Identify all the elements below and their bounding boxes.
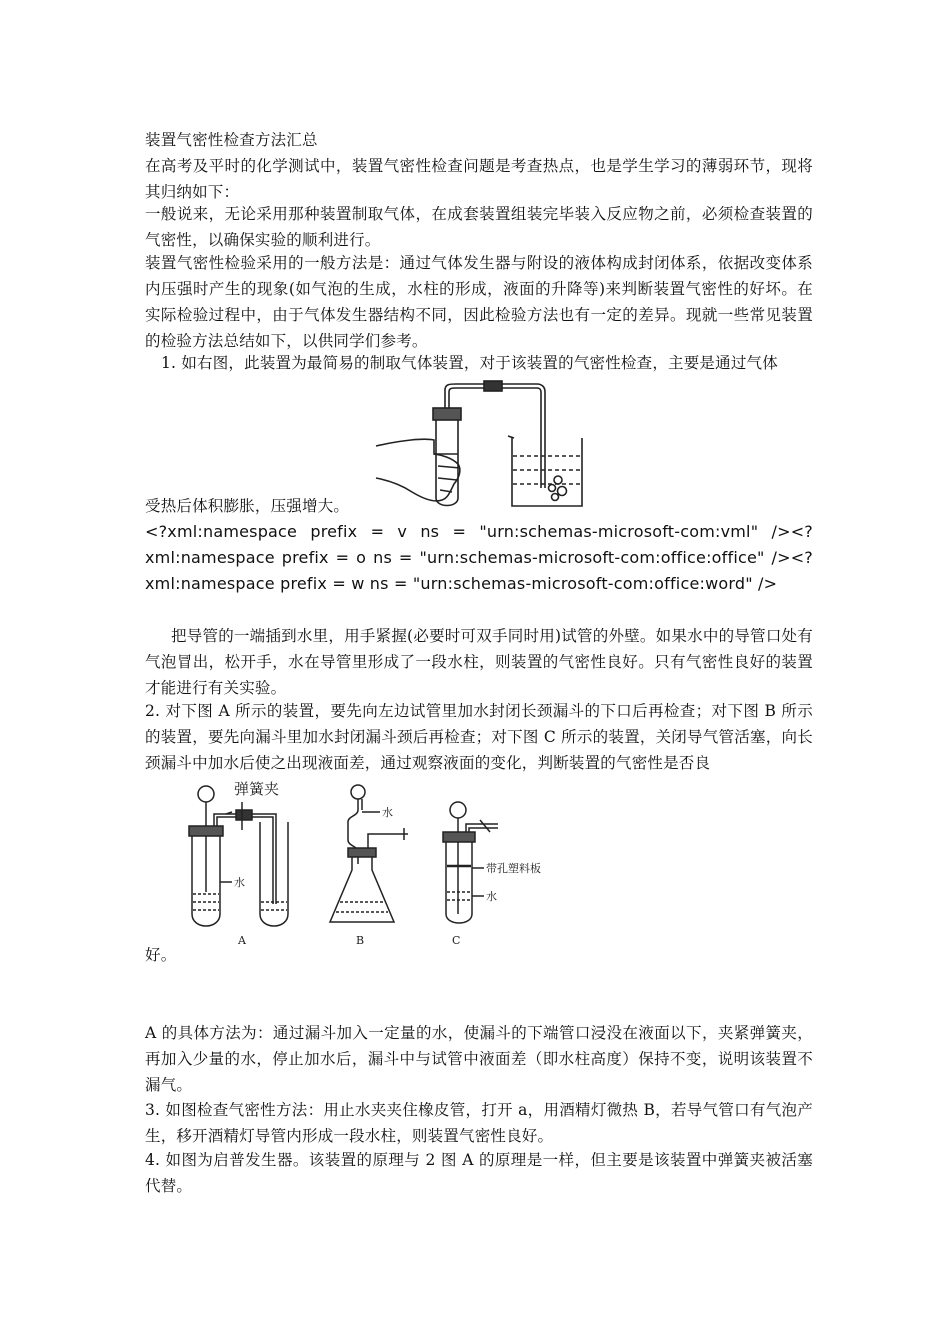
caption-c: C xyxy=(452,934,461,947)
paragraph-general: 一般说来，无论采用那种装置制取气体，在成套装置组装完毕装入反应物之前，必须检查装置的气密性，以确保实验的顺利进行。 xyxy=(145,205,813,249)
method-a-paragraph: A 的具体方法为：通过漏斗加入一定量的水，使漏斗的下端管口浸没在液面以下，夹紧弹簧夹，再加入少量的水，停止加水后，漏斗中与试管中液面差（即水柱高度）保持不变，说明该装置不漏气。 xyxy=(145,1024,813,1094)
figure-apparatus-abc xyxy=(180,774,550,949)
label-water-c: 水 xyxy=(486,890,497,903)
paragraph-method: 装置气密性检验采用的一般方法是：通过气体发生器与附设的液体构成封闭体系，依据改变体系内压强时产生的现象(如气泡的生成，水柱的形成，液面的升降等)来判断装置气密性的好坏。在实际检验过程中，由于气体发生器结构不同，因此检验方法也有一定的差异。现就一些常见装置的检验方法总结如下，以供同学们参考。 xyxy=(145,254,813,350)
item-1-intro: 1. 如右图，此装置为最简易的制取气体装置，对于该装置的气密性检查，主要是通过气体 xyxy=(161,354,778,372)
label-water-a: 水 xyxy=(234,876,245,889)
intro-paragraph: 在高考及平时的化学测试中，装置气密性检查问题是考查热点，也是学生学习的薄弱环节，现将其归纳如下： xyxy=(145,157,813,201)
item-4-paragraph: 4. 如图为启普发生器。该装置的原理与 2 图 A 的原理是一样，但主要是该装置中弹簧夹被活塞代替。 xyxy=(145,1151,813,1195)
caption-b: B xyxy=(356,934,365,947)
document-title: 装置气密性检查方法汇总 xyxy=(145,131,318,149)
label-water-b: 水 xyxy=(382,806,393,819)
caption-a: A xyxy=(238,934,246,947)
label-perforated-plate: 带孔塑料板 xyxy=(486,862,541,875)
item-1-tail: 受热后体积膨胀，压强增大。 xyxy=(145,497,350,515)
item-3-paragraph: 3. 如图检查气密性方法：用止水夹夹住橡皮管，打开 a，用酒精灯微热 B，若导气管口有气泡产生，移开酒精灯导管内形成一段水柱，则装置气密性良好。 xyxy=(145,1101,813,1145)
item-2-paragraph: 2. 对下图 A 所示的装置，要先向左边试管里加水封闭长颈漏斗的下口后再检查；对下图 B 所示的装置，要先向漏斗里加水封闭漏斗颈后再检查；对下图 C 所示的装置，关闭导气管活塞，向长颈漏斗中加水后使之出现液面差，通过观察液面的变化，判断装置的气密性是否良 xyxy=(145,702,813,772)
item-1-detail: 把导管的一端插到水里，用手紧握(必要时可双手同时用)试管的外壁。如果水中的导管口处有气泡冒出，松开手，水在导管里形成了一段水柱，则装置的气密性良好。只有气密性良好的装置才能进行有关实验。 xyxy=(145,627,813,697)
xml-namespace-text: <?xml:namespace prefix = v ns = "urn:schemas-microsoft-com:vml" /><?xml:namespace prefix = o ns = "urn:schemas-microsoft-com:office:office" /><?xml:namespace prefix = w ns = "urn:schemas-microsoft-com:office:word" /> xyxy=(145,522,813,593)
label-spring-clip: 弹簧夹 xyxy=(234,780,280,798)
apparatus-abc-diagram xyxy=(180,774,550,949)
item-2-tail: 好。 xyxy=(145,946,177,964)
